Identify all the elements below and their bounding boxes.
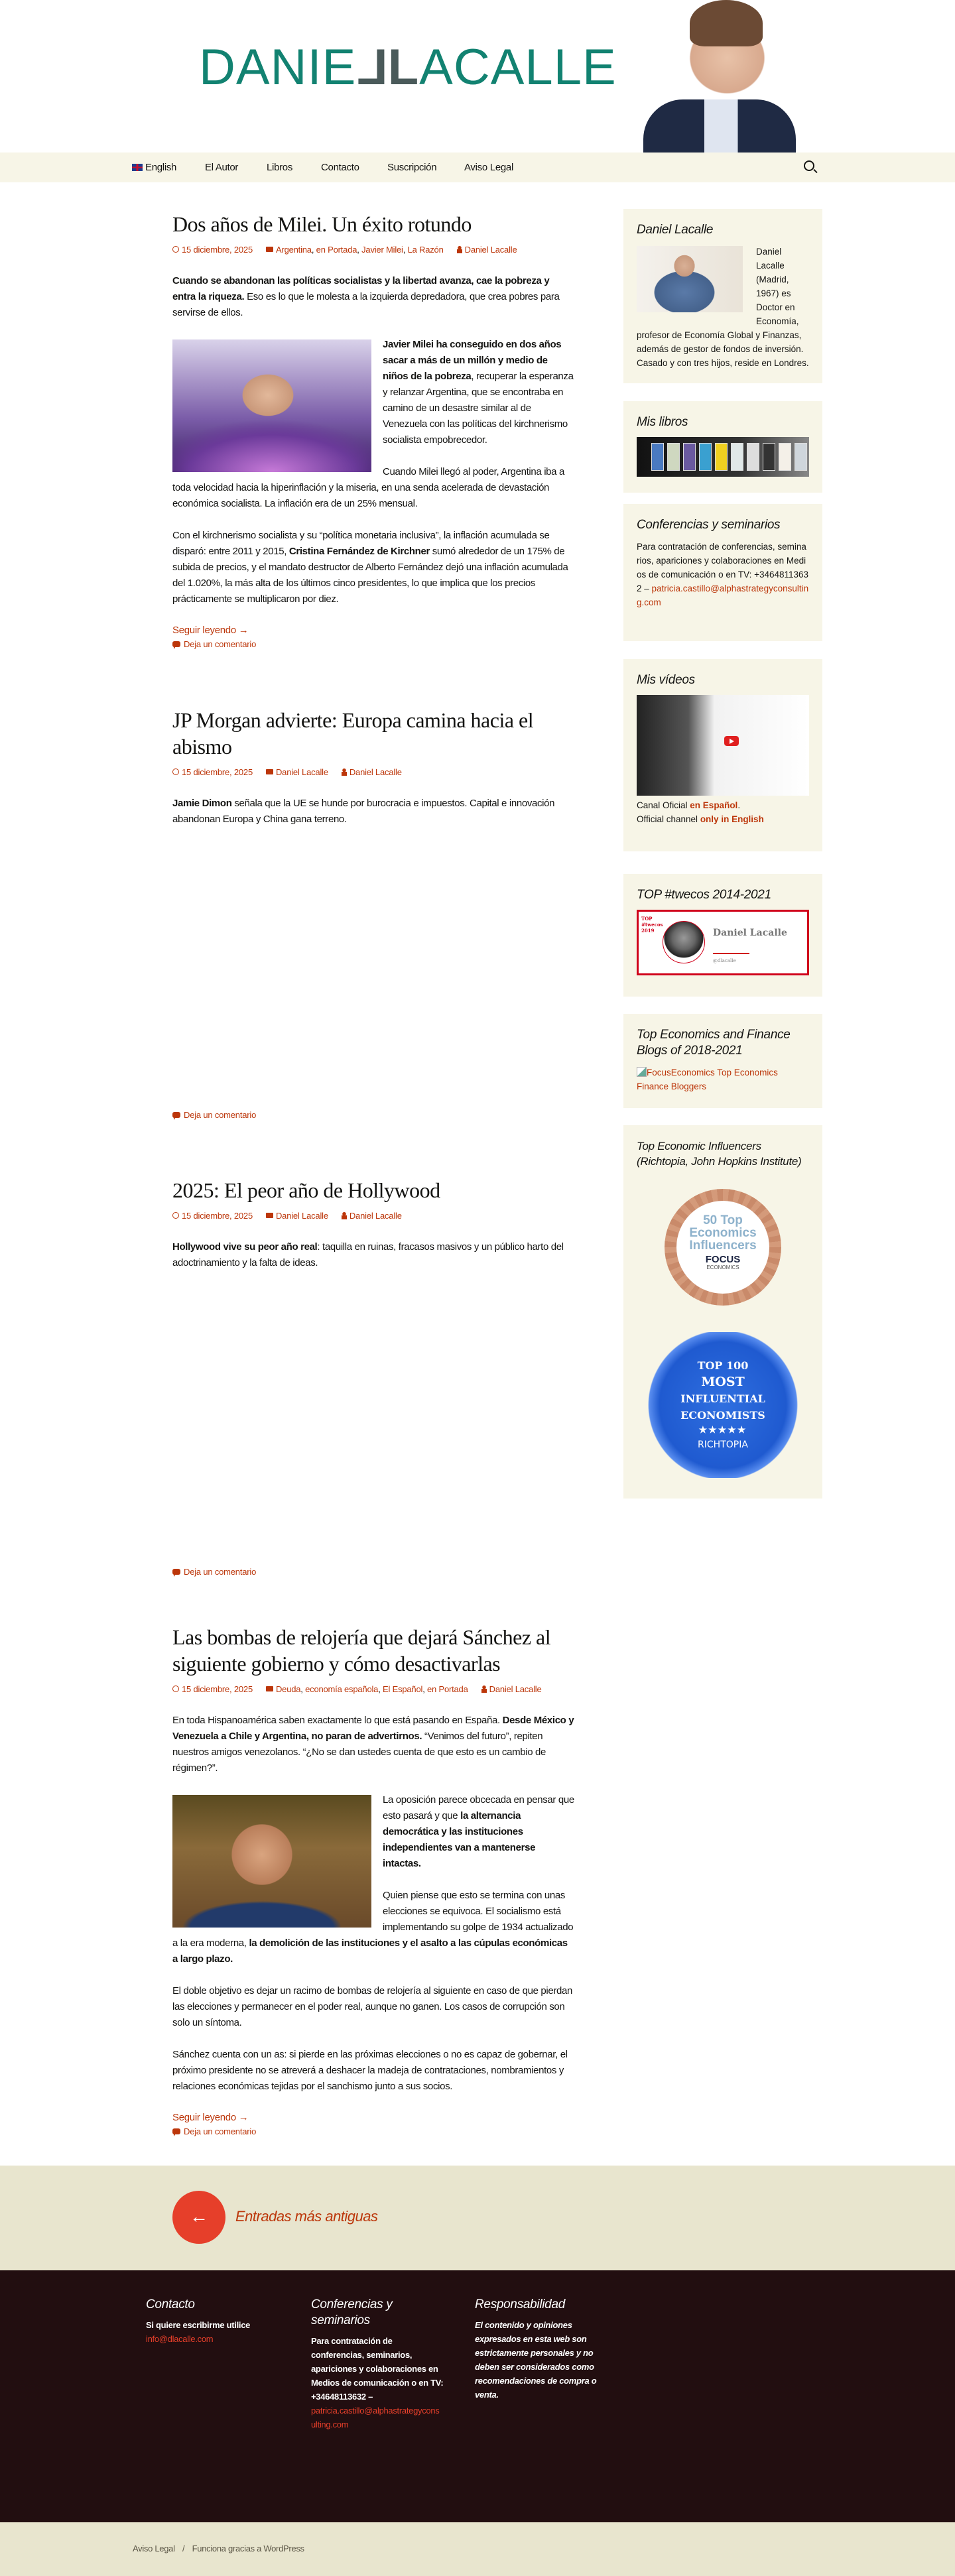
nav-item-el-autor[interactable]: El Autor [205, 162, 239, 173]
category-link[interactable]: en Portada [427, 1684, 468, 1694]
post-author: Daniel Lacalle [349, 1210, 402, 1221]
footer-conferences [311, 2297, 444, 2431]
post-meta [172, 1209, 575, 1222]
post-meta [172, 243, 575, 256]
badge-text: FOCUS [705, 1254, 741, 1265]
post-meta [172, 1682, 575, 1695]
post-date-link[interactable] [172, 1211, 253, 1221]
richtopia-badge[interactable] [647, 1332, 799, 1478]
comment-icon [172, 1569, 180, 1575]
widget-videos [623, 659, 822, 851]
twecos-handle: @dlacalle [713, 958, 736, 963]
bold-text: Javier Milei ha conseguido en dos años sacar a más de un millón y medio de niños de la pobreza [383, 339, 562, 382]
text: Eso es lo que le molesta a la izquierda depredadora, que crea pobres para servirse de ellos. [172, 291, 560, 318]
nav-item-contacto[interactable]: Contacto [321, 162, 359, 173]
logo-text: L [356, 39, 388, 95]
comma: , [300, 1684, 306, 1694]
post [172, 211, 575, 707]
video-text: . [737, 800, 741, 810]
divider [713, 953, 749, 954]
text: “Venimos del futuro”, repiten nuestros amigos venezolanos. “¿No se dan ustedes cuenta de que esto es un cambio de régimen?”. [172, 1731, 546, 1774]
folder-icon [266, 769, 273, 774]
focuseconomics-link[interactable] [637, 1068, 778, 1091]
conferences-email-link[interactable]: patricia.castillo@alphastrategyconsulting.com [637, 583, 809, 607]
badge-text: INFLUENTIAL [680, 1392, 765, 1405]
post-categories [266, 245, 444, 255]
text: La oposición parece obcecada en pensar que esto pasará y que [383, 1794, 574, 1821]
post-content [172, 273, 575, 607]
comment-icon [172, 641, 180, 647]
author-photo [637, 246, 743, 312]
post-title-link[interactable]: Dos años de Milei. Un éxito rotundo [172, 212, 472, 236]
footer-title: Contacto [146, 2298, 195, 2311]
post-paragraph [172, 796, 575, 828]
widget-title: Mis libros [637, 415, 688, 429]
badge-text: ECONOMICS [706, 1264, 739, 1270]
broken-image-icon [637, 1067, 647, 1077]
category-link[interactable]: economía española [305, 1684, 379, 1694]
user-icon [342, 1212, 347, 1219]
conferences-email-link[interactable]: patricia.castillo@alphastrategyconsulting.com [311, 2406, 440, 2429]
post-title-link[interactable]: 2025: El peor año de Hollywood [172, 1178, 440, 1202]
clock-icon [172, 246, 179, 253]
post-content [172, 1239, 575, 1565]
category-link[interactable]: El Español [383, 1684, 423, 1694]
post-author-link[interactable] [481, 1684, 542, 1694]
post-date: 15 diciembre, 2025 [182, 244, 253, 255]
post-categories [266, 1211, 328, 1221]
text: Sánchez cuenta con un as: si pierde en las próximas elecciones o no es capaz de gobernar, el próximo presidente no se atreverá a deshacer la madeja de contrataciones, nombramientos y relaciones económicas tejidas por el sanchismo junto a sus socios. [172, 2049, 568, 2092]
older-posts-link[interactable]: Entradas más antiguas [235, 2208, 378, 2225]
widget-twecos [623, 874, 822, 997]
post-date-link[interactable] [172, 1684, 253, 1694]
badge-text: RICHTOPIA [698, 1439, 748, 1450]
video-text: Official channel [637, 814, 700, 824]
nav-item-suscripcion[interactable]: Suscripción [387, 162, 437, 173]
site-header [0, 0, 955, 153]
post-categories [266, 1684, 468, 1694]
footer-contact [146, 2297, 285, 2346]
leave-comment-link[interactable] [172, 638, 575, 651]
folder-icon [266, 1686, 273, 1691]
folder-icon [266, 1213, 273, 1218]
aviso-legal-link[interactable]: Aviso Legal [133, 2544, 175, 2553]
widget-books [623, 401, 822, 493]
text: Con el kirchnerismo socialista y su “política monetaria inclusiva”, la inflación acumulada se disparó: entre 2011 y 2015, [172, 530, 550, 557]
comma: , [378, 1684, 383, 1694]
bold-text: Cristina Fernández de Kirchner [288, 546, 430, 557]
leave-comment-link[interactable] [172, 1565, 575, 1579]
bold-text: la demolición de las instituciones y el asalto a las cúpulas económicas a largo plazo. [172, 1937, 568, 1965]
widget-title: TOP #twecos 2014-2021 [637, 888, 771, 902]
bold-text: Desde México y Venezuela a Chile y Argentina, no paran de advertirnos. [172, 1715, 574, 1742]
category-list [276, 767, 328, 777]
comma: , [403, 244, 408, 255]
footer-title: Conferencias y seminarios [311, 2298, 393, 2327]
text: : taquilla en ruinas, fracasos masivos y un público harto del adoctrinamiento y la falta de ideas. [172, 1241, 564, 1268]
post-paragraph [172, 1713, 575, 1776]
english-channel-link[interactable]: only in English [700, 814, 764, 824]
post-author-link[interactable] [342, 1211, 402, 1221]
video-text: Canal Oficial [637, 800, 690, 810]
post-paragraph [172, 273, 575, 321]
conferences-text: Para contratación de conferencias, seminarios, apariciones y colaboraciones en Medios de comunicación o en TV: +34648113632 – [637, 542, 809, 593]
category-link[interactable]: en Portada [316, 244, 357, 255]
twecos-badge[interactable] [637, 910, 809, 975]
text: En toda Hispanoamérica saben exactamente lo que está pasando en España. [172, 1715, 503, 1726]
embedded-media [172, 843, 575, 1109]
text: señala que la UE se hunde por burocracia e impuestos. Capital e innovación abandonan Europa y China gana terreno. [172, 798, 555, 825]
leave-comment-link[interactable] [172, 2125, 575, 2138]
category-list [276, 1211, 328, 1221]
comment-label: Deja un comentario [184, 2126, 257, 2136]
post-paragraph [172, 1983, 575, 2031]
post [172, 1177, 575, 1624]
site-logo[interactable] [199, 41, 617, 94]
comment-label: Deja un comentario [184, 1567, 257, 1577]
post [172, 1624, 575, 2166]
category-list [276, 245, 444, 255]
embedded-media [172, 1287, 575, 1565]
search-icon[interactable] [804, 160, 814, 171]
twecos-name: Daniel Lacalle [713, 928, 787, 938]
post-date-link[interactable] [172, 245, 253, 255]
comment-label: Deja un comentario [184, 1110, 257, 1120]
post-date-link[interactable] [172, 767, 253, 777]
older-posts-arrow-icon[interactable]: ← [172, 2191, 225, 2244]
author-bio: Daniel Lacalle (Madrid, 1967) es Doctor en Economía, profesor de Economía Global y Finanzas, además de gestor de fondos de inversión. Casado y con tres hijos, reside en Londres. [637, 247, 809, 368]
bold-text: Hollywood vive su peor año real [172, 1241, 318, 1253]
badge-text: MOST [701, 1374, 745, 1389]
post-date: 15 diciembre, 2025 [182, 767, 253, 777]
badge-text: TOP 100 [697, 1359, 749, 1372]
widget-title: Conferencias y seminarios [637, 518, 781, 532]
category-link[interactable]: Deuda [275, 1684, 301, 1694]
widget-conferences [623, 504, 822, 641]
text: Cuando Milei llegó al poder, Argentina iba a toda velocidad hacia la hiperinflación y la miseria, en una senda acelerada de devastación económica socialista. La inflación era de un 25% mensual. [172, 466, 564, 509]
spanish-channel-link[interactable]: en Español [690, 800, 738, 810]
bold-text: la alternancia democrática y las instituciones independientes van a mantenerse intactas. [383, 1810, 536, 1869]
logo-text: ACALLE [419, 39, 617, 95]
post-meta [172, 765, 575, 778]
read-more-link[interactable]: Seguir leyendo → [172, 625, 249, 636]
logo-text: DANIE [199, 39, 357, 95]
separator: / [182, 2544, 185, 2553]
text: , recuperar la esperanza y relanzar Argentina, que se encontraba en camino de un desastre similar al de Venezuela con las políticas del kirchnerismo socialista empobrecedor. [383, 371, 574, 446]
post-featured-image [172, 1795, 371, 1928]
post-paragraph [172, 1239, 575, 1271]
badge-text: ECONOMISTS [680, 1408, 765, 1422]
widget-title: Top Economics and Finance Blogs of 2018-2021 [637, 1028, 791, 1058]
nav-item-libros[interactable]: Libros [267, 162, 293, 173]
logo-text: L [387, 39, 420, 95]
widget-influencers [623, 1125, 822, 1499]
contact-email-link[interactable]: info@dlacalle.com [146, 2334, 214, 2344]
user-icon [481, 1686, 487, 1693]
uk-flag-icon [132, 164, 143, 171]
widget-blogs [623, 1014, 822, 1108]
clock-icon [172, 1686, 179, 1692]
site-info [0, 2522, 955, 2576]
footer-text: El contenido y opiniones expresados en esta web son estrictamente personales y no deben ser considerados como recomendaciones de compra o venta. [475, 2320, 597, 2400]
twecos-tag: TOP #twecos 2019 [641, 916, 663, 934]
comma: , [357, 244, 362, 255]
text: sumó alrededor de un 175% de subida de precios, y el mandato destructor de Alberto Fernández dejó una inflación acumulada del 1.020%, la más alta de los últimos cinco presidentes, lo que implica que los precios prácticamente se multiplicaron por diez. [172, 546, 568, 605]
badge-text: Influencers [689, 1239, 757, 1253]
post-author: Daniel Lacalle [489, 1684, 542, 1694]
footer-responsibility [475, 2297, 607, 2402]
comma: , [311, 244, 316, 255]
footer-text: Para contratación de conferencias, seminarios, apariciones y colaboraciones en Medios de comunicación o en TV: +34648113632 – [311, 2336, 444, 2402]
category-list [276, 1684, 468, 1694]
post-date: 15 diciembre, 2025 [182, 1684, 253, 1694]
category-link[interactable]: Daniel Lacalle [275, 1210, 328, 1221]
posts-navigation [0, 2166, 955, 2270]
post [172, 707, 575, 1177]
post-featured-image [172, 339, 371, 472]
post-categories [266, 767, 328, 777]
post-paragraph [172, 2047, 575, 2095]
post-author-link[interactable] [342, 767, 402, 777]
user-icon [457, 246, 462, 253]
twecos-photo [663, 921, 705, 963]
stars-icon: ★★★★★ [698, 1424, 747, 1436]
post-author: Daniel Lacalle [464, 244, 517, 255]
nav-item-aviso-legal[interactable]: Aviso Legal [464, 162, 513, 173]
wordpress-link[interactable]: Funciona gracias a WordPress [192, 2544, 304, 2553]
nav-label: English [145, 162, 177, 173]
clock-icon [172, 1212, 179, 1219]
bold-text: Cuando se abandonan las políticas socialistas y la libertad avanza, cae la pobreza y entra la riqueza. [172, 275, 550, 302]
category-link[interactable]: Daniel Lacalle [275, 767, 328, 777]
text: Quien piense que esto se termina con unas elecciones se equivoca. El socialismo está implementando su golpe de 1934 actualizado a la era moderna, [172, 1890, 574, 1949]
category-link[interactable]: La Razón [407, 244, 444, 255]
read-more-link[interactable]: Seguir leyendo → [172, 2112, 249, 2123]
link-text: FocusEconomics Top Economics Finance Bloggers [637, 1068, 778, 1091]
post-title-link[interactable]: Las bombas de relojería que dejará Sánchez al siguiente gobierno y cómo desactivarlas [172, 1625, 551, 1676]
books-banner[interactable] [637, 437, 809, 477]
widget-title: Top Economic Influencers (Richtopia, John Hopkins Institute) [637, 1140, 802, 1168]
post-title-link[interactable]: JP Morgan advierte: Europa camina hacia el abismo [172, 708, 534, 759]
user-icon [342, 768, 347, 776]
author-header-photo [643, 0, 796, 153]
widget-title: Daniel Lacalle [637, 223, 714, 237]
category-link[interactable]: Javier Milei [361, 244, 403, 255]
text: El doble objetivo es dejar un racimo de bombas de relojería al siguiente en caso de que pierdan las elecciones y permanecer en el poder real, aunque no ganen. Los casos de corrupción son solo un síntoma. [172, 1985, 572, 2028]
clock-icon [172, 768, 179, 775]
post-author-link[interactable] [457, 245, 517, 255]
post-paragraph [172, 528, 575, 607]
widget-author [623, 209, 822, 383]
nav-item-english[interactable] [132, 162, 176, 173]
post-content [172, 796, 575, 1109]
youtube-play-icon [724, 736, 739, 746]
folder-icon [266, 247, 273, 252]
badge-text: Economics [689, 1226, 757, 1240]
widget-title: Mis vídeos [637, 673, 695, 687]
leave-comment-link[interactable] [172, 1109, 575, 1122]
post-content [172, 1713, 575, 2095]
badge-text: 50 Top [703, 1213, 743, 1227]
footer-text: Si quiere escribirme utilice [146, 2320, 251, 2330]
comma: , [422, 1684, 428, 1694]
comment-icon [172, 1112, 180, 1118]
video-thumbnail[interactable] [637, 695, 809, 796]
category-link[interactable]: Argentina [275, 244, 312, 255]
footer-title: Responsabilidad [475, 2298, 565, 2311]
comment-label: Deja un comentario [184, 639, 257, 649]
post-date: 15 diciembre, 2025 [182, 1210, 253, 1221]
comment-icon [172, 2128, 180, 2134]
bold-text: Jamie Dimon [172, 798, 232, 809]
site-footer [0, 2270, 955, 2522]
post-author: Daniel Lacalle [349, 767, 402, 777]
focus-economics-badge[interactable] [665, 1189, 781, 1306]
